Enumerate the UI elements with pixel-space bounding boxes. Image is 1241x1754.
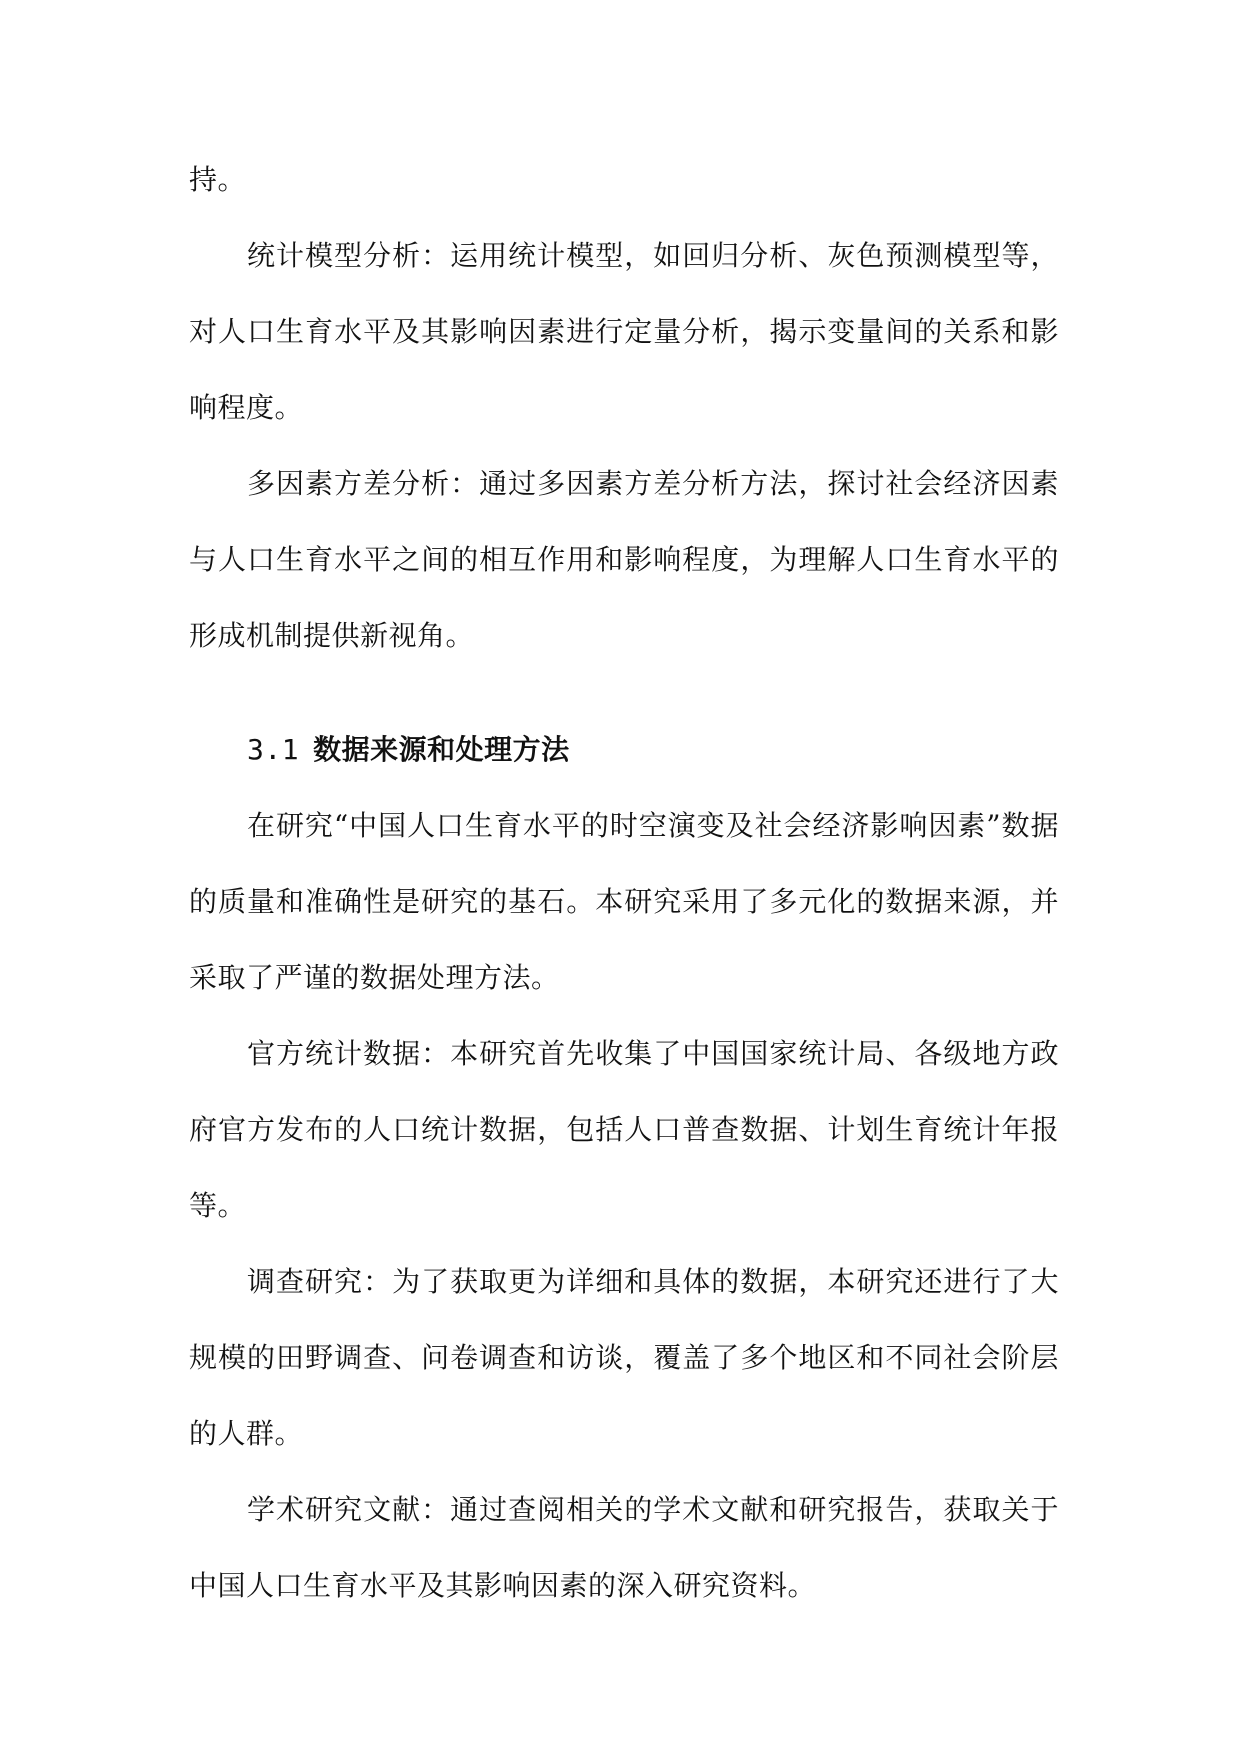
paragraph-literature: 学术研究文献：通过查阅相关的学术文献和研究报告，获取关于中国人口生育水平及其影响因素的深入研究资料。 [189,1493,1059,1602]
paragraph-data-intro: 在研究“中国人口生育水平的时空演变及社会经济影响因素”数据的质量和准确性是研究的基石。本研究采用了多元化的数据来源，并采取了严谨的数据处理方法。 [189,809,1059,994]
paragraph-survey: 调查研究：为了获取更为详细和具体的数据，本研究还进行了大规模的田野调查、问卷调查和访谈，覆盖了多个地区和不同社会阶层的人群。 [189,1265,1059,1450]
section-title: 数据来源和处理方法 [313,733,570,766]
section-number: 3.1 [247,733,300,766]
section-heading [189,712,1059,788]
document-body [189,142,1059,1624]
paragraph-anova: 多因素方差分析：通过多因素方差分析方法，探讨社会经济因素与人口生育水平之间的相互作用和影响程度，为理解人口生育水平的形成机制提供新视角。 [189,467,1059,652]
paragraph-official-stats: 官方统计数据：本研究首先收集了中国国家统计局、各级地方政府官方发布的人口统计数据，包括人口普查数据、计划生育统计年报等。 [189,1037,1059,1222]
paragraph-continuation: 持。 [189,163,247,196]
paragraph-statistical-model: 统计模型分析：运用统计模型，如回归分析、灰色预测模型等，对人口生育水平及其影响因素进行定量分析，揭示变量间的关系和影响程度。 [189,239,1059,424]
